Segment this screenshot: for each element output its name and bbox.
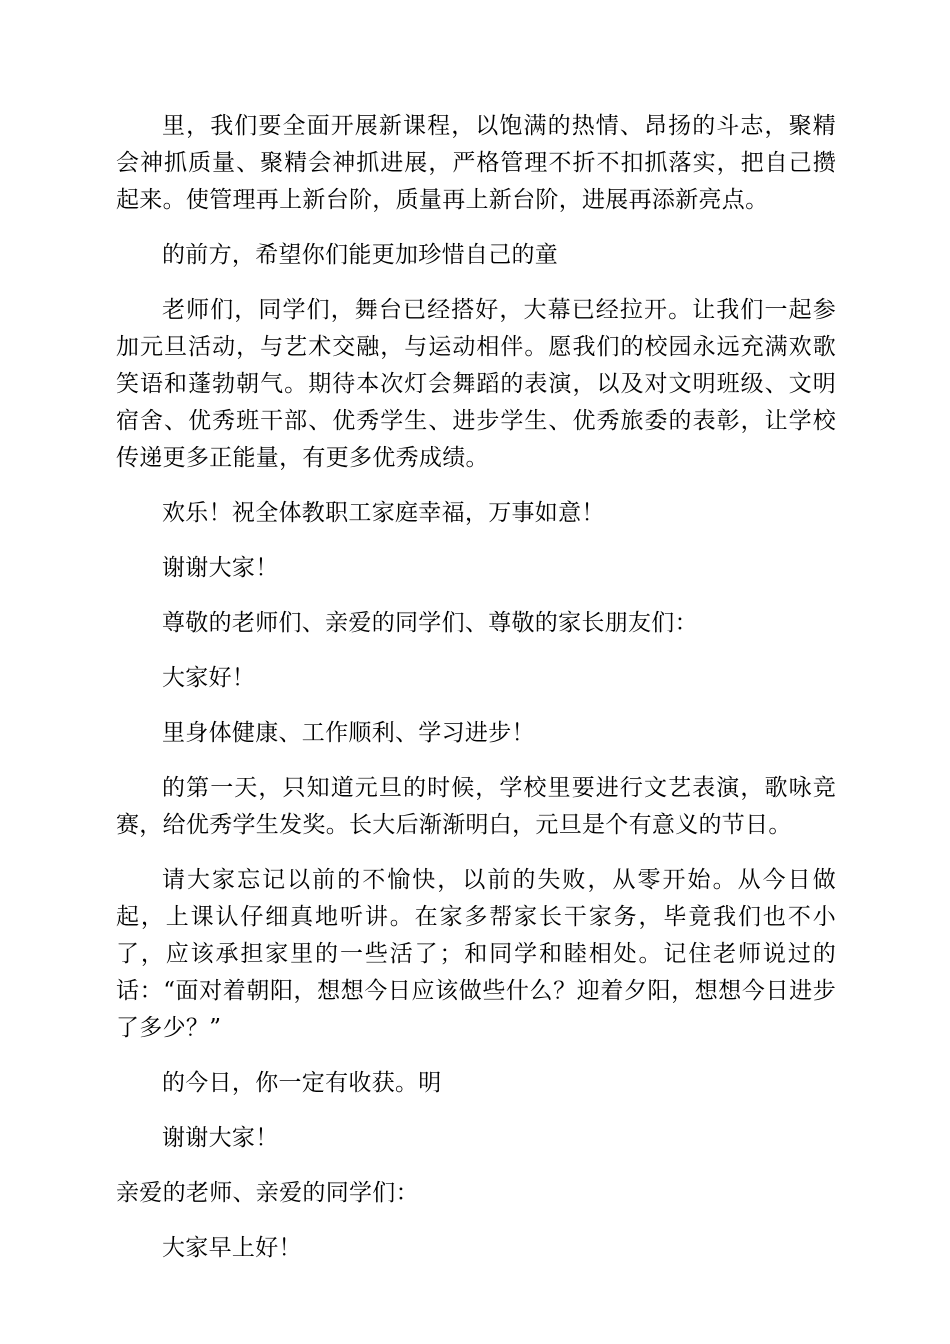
paragraph: 的第一天，只知道元旦的时候，学校里要进行文艺表演，歌咏竞赛，给优秀学生发奖。长大后渐渐明白，元旦是个有意义的节日。 — [116, 775, 836, 838]
paragraph: 大家好！ — [162, 665, 256, 691]
paragraph: 大家早上好！ — [162, 1235, 302, 1261]
paragraph: 请大家忘记以前的不愉快，以前的失败，从零开始。从今日做起，上课认仔细真地听讲。在家多帮家长干家务，毕竟我们也不小了，应该承担家里的一些活了；和同学和睦相处。记住老师说过的话：“面对着朝阳，想想今日应该做些什么？迎着夕阳，想想今日进步了多少？” — [116, 867, 836, 1041]
paragraph: 谢谢大家！ — [162, 1125, 279, 1151]
paragraph: 谢谢大家！ — [162, 555, 279, 581]
paragraph: 的今日，你一定有收获。明 — [162, 1070, 442, 1096]
paragraph: 欢乐！祝全体教职工家庭幸福，万事如意！ — [162, 500, 605, 526]
document-body — [116, 108, 836, 1285]
salutation-paragraph: 亲爱的老师、亲爱的同学们： — [116, 1180, 419, 1206]
paragraph: 老师们，同学们，舞台已经搭好，大幕已经拉开。让我们一起参加元旦活动，与艺术交融，与运动相伴。愿我们的校园永远充满欢歌笑语和蓬勃朝气。期待本次灯会舞蹈的表演，以及对文明班级、文明宿舍、优秀班干部、优秀学生、进步学生、优秀旅委的表彰，让学校传递更多正能量，有更多优秀成绩。 — [116, 297, 836, 471]
paragraph: 的前方，希望你们能更加珍惜自己的童 — [162, 242, 559, 268]
paragraph: 里身体健康、工作顺利、学习进步！ — [162, 720, 535, 746]
paragraph: 里，我们要全面开展新课程，以饱满的热情、昂扬的斗志，聚精会神抓质量、聚精会神抓进展，严格管理不折不扣抓落实，把自己攒起来。使管理再上新台阶，质量再上新台阶，进展再添新亮点。 — [116, 113, 836, 213]
paragraph: 尊敬的老师们、亲爱的同学们、尊敬的家长朋友们： — [162, 610, 698, 636]
